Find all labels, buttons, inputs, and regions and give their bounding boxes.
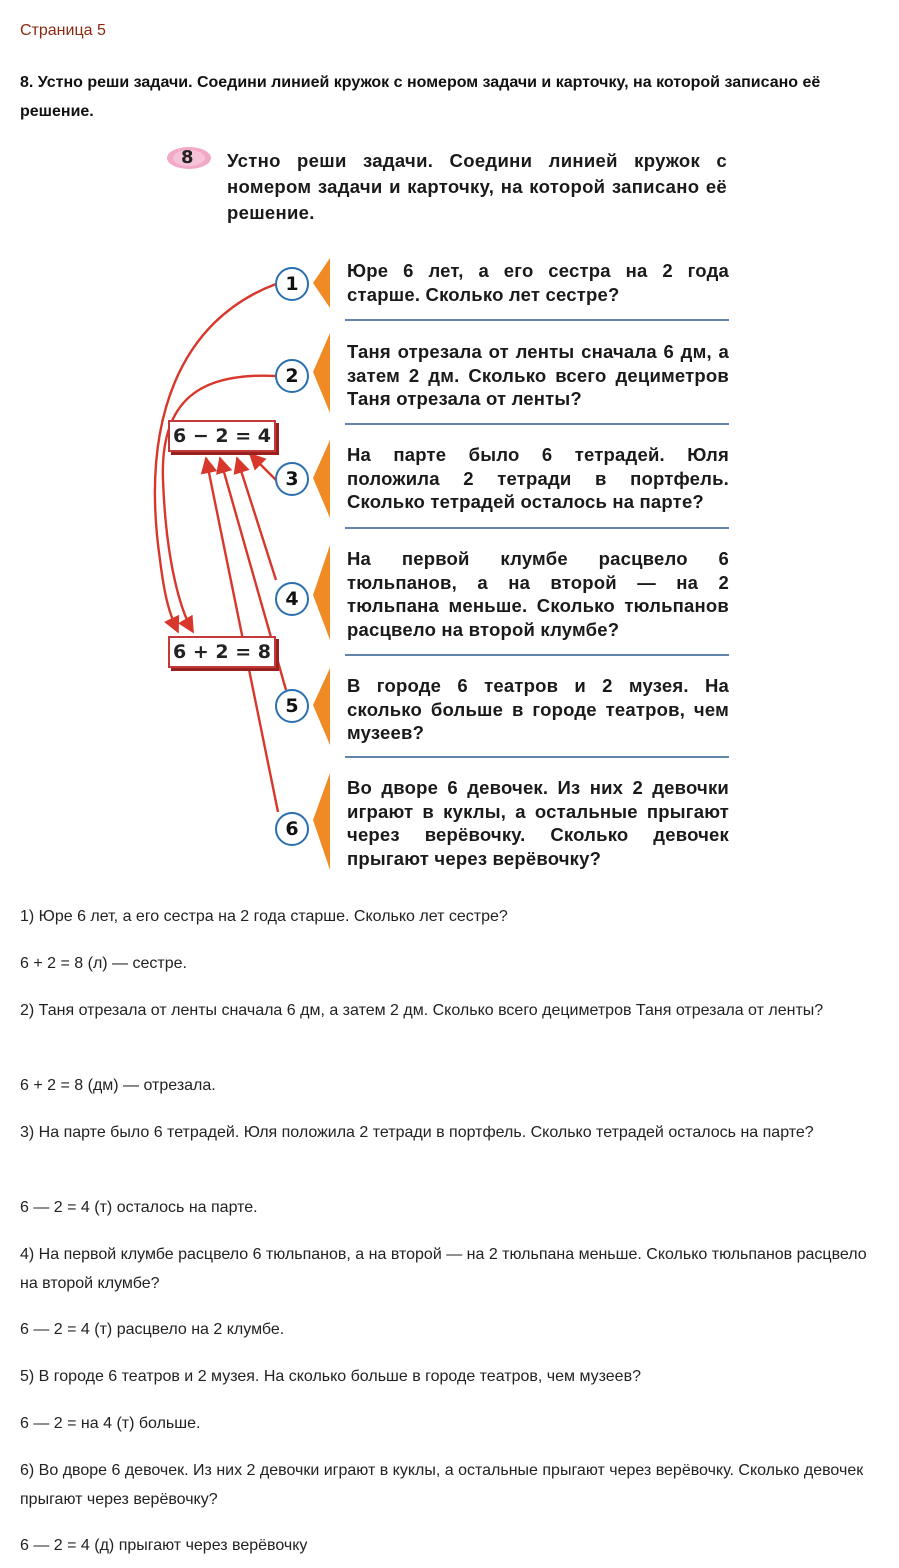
circle-6[interactable]: 6 xyxy=(275,812,309,846)
line-1-to-plus xyxy=(155,284,276,632)
line-4-to-minus xyxy=(237,458,276,580)
problem-1-text: Юре 6 лет, а его сестра на 2 года старше. Сколько лет сестре? xyxy=(347,260,729,305)
circle-4[interactable]: 4 xyxy=(275,582,309,616)
answer-3-question: 3) На парте было 6 тетрадей. Юля положила 2 тетради в портфель. Сколько тетрадей осталось на парте? xyxy=(20,1124,814,1141)
card-plus[interactable]: 6 + 2 = 8 xyxy=(168,636,276,668)
problem-4-text: На первой клумбе расцвело 6 тюльпанов, а на второй — на 2 тюльпана меньше. Сколько тюльпанов расцвело на второй клумбе? xyxy=(347,548,729,640)
circle-3[interactable]: 3 xyxy=(275,462,309,496)
page-label: Страница 5 xyxy=(20,22,106,39)
answer-6-solution: 6 — 2 = 4 (д) прыгают через верёвочку xyxy=(20,1537,308,1554)
problem-markers xyxy=(313,258,330,870)
answer-4-question: 4) На первой клумбе расцвело 6 тюльпанов, а на второй — на 2 тюльпана меньше. Сколько тюльпанов расцвело на второй клумбе? xyxy=(20,1246,867,1292)
connection-lines xyxy=(155,284,286,812)
answer-1-question: 1) Юре 6 лет, а его сестра на 2 года старше. Сколько лет сестре? xyxy=(20,908,508,925)
answer-1-solution: 6 + 2 = 8 (л) — сестре. xyxy=(20,955,187,972)
card-minus[interactable]: 6 − 2 = 4 xyxy=(168,420,276,452)
circle-5[interactable]: 5 xyxy=(275,689,309,723)
answer-5-question: 5) В городе 6 театров и 2 музея. На сколько больше в городе театров, чем музеев? xyxy=(20,1368,641,1385)
answer-4-solution: 6 — 2 = 4 (т) расцвело на 2 клумбе. xyxy=(20,1321,285,1338)
circle-2[interactable]: 2 xyxy=(275,359,309,393)
circle-1[interactable]: 1 xyxy=(275,267,309,301)
line-6-to-minus xyxy=(206,458,278,812)
problem-5-text: В городе 6 театров и 2 музея. На сколько больше в городе театров, чем музеев? xyxy=(347,675,729,743)
line-3-to-minus xyxy=(250,454,276,480)
answer-6-question: 6) Во дворе 6 девочек. Из них 2 девочки играют в куклы, а остальные прыгают через верёвочку. Сколько девочек прыгают через верёвочку? xyxy=(20,1462,864,1508)
problem-2-text: Таня отрезала от ленты сначала 6 дм, а затем 2 дм. Сколько всего дециметров Таня отрезала от ленты? xyxy=(347,341,729,409)
answer-5-solution: 6 — 2 = на 4 (т) больше. xyxy=(20,1415,201,1432)
answer-3-solution: 6 — 2 = 4 (т) осталось на парте. xyxy=(20,1199,258,1216)
task-heading: 8. Устно реши задачи. Соедини линией кружок с номером задачи и карточку, на которой записано её решение. xyxy=(20,74,821,120)
book-title: Устно реши задачи. Соедини линией кружок с номером задачи и карточку, на которой записано её решение. xyxy=(227,150,727,223)
answer-2-solution: 6 + 2 = 8 (дм) — отрезала. xyxy=(20,1077,216,1094)
problem-3-text: На парте было 6 тетрадей. Юля положила 2 тетради в портфель. Сколько тетрадей осталось на парте? xyxy=(347,444,729,512)
task-number-badge-label: 8 xyxy=(181,147,194,168)
problem-6-text: Во дворе 6 девочек. Из них 2 девочки играют в куклы, а остальные прыгают через верёвочку. Сколько девочек прыгают через верёвочку? xyxy=(347,777,729,869)
answer-2-question: 2) Таня отрезала от ленты сначала 6 дм, а затем 2 дм. Сколько всего дециметров Таня отрезала от ленты? xyxy=(20,1002,824,1019)
